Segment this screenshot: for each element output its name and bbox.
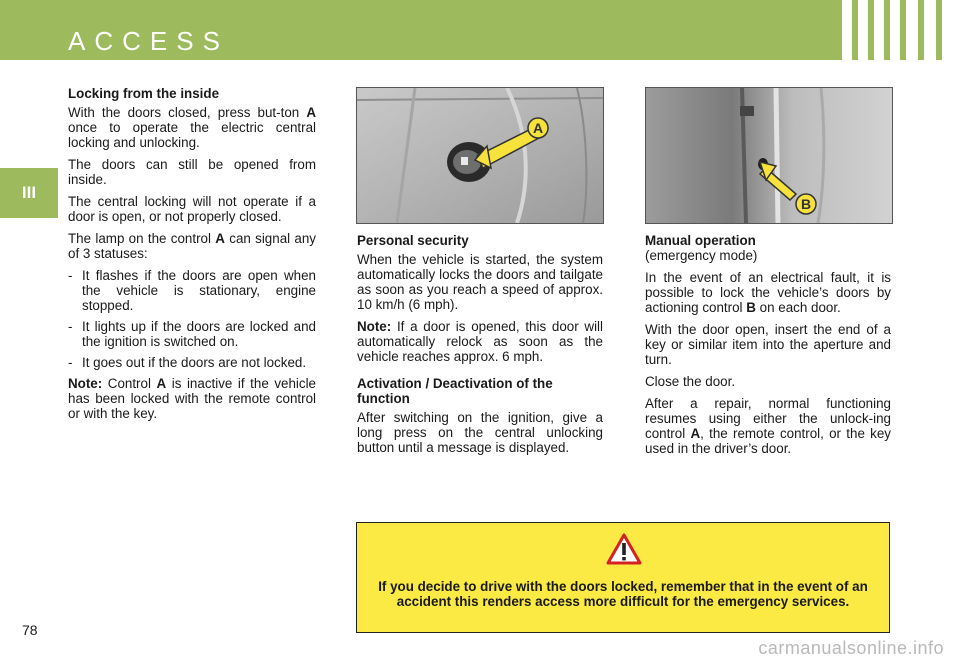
door-edge-illustration [646, 88, 892, 223]
chapter-tab: III [0, 168, 58, 218]
control-key-label: A [690, 426, 701, 441]
list-item: - It flashes if the doors are open when the vehicle is stationary, engine stopped. [68, 268, 316, 313]
control-key-label: A [215, 231, 225, 246]
warning-text: If you decide to drive with the doors locked, remember that in the event of an accident this renders access more difficult for the emergency services. [378, 579, 868, 609]
figure-control-b [645, 87, 893, 224]
note-paragraph: Note: Control A is inactive if the vehicle has been locked with the remote control or with the key. [68, 376, 317, 421]
subheading: (emergency mode) [645, 248, 758, 263]
note-paragraph: Note: If a door is opened, this door will automatically relock as soon as the vehicle reaches approx. 6 mph. [357, 319, 603, 364]
paragraph: With the door open, insert the end of a key or similar item into the aperture and turn. [645, 322, 891, 367]
control-key-label: A [306, 105, 316, 120]
warning-box [356, 522, 890, 633]
section-heading-locking: Locking from the inside [68, 86, 220, 101]
paragraph: When the vehicle is started, the system automatically locks the doors and tailgate as soon as you reach a speed of approx. 10 km/h (6 mph). [357, 252, 603, 312]
paragraph: The central locking will not operate if a door is open, or not properly closed. [68, 194, 316, 224]
page-title: ACCESS [68, 26, 229, 56]
list-item: - It goes out if the doors are not locked. [68, 355, 307, 370]
paragraph: The lamp on the control A can signal any of 3 statuses: [68, 231, 317, 261]
paragraph: In the event of an electrical fault, it is possible to lock the vehicle’s doors by actioning control B on each door. [645, 270, 891, 315]
section-heading-manual-operation: Manual operation [645, 233, 756, 248]
paragraph: After switching on the ignition, give a long press on the central unlocking button until a message is displayed. [357, 410, 603, 455]
paragraph: Close the door. [645, 374, 736, 389]
control-key-label: B [746, 300, 756, 315]
watermark: carmanualsonline.info [758, 638, 944, 658]
page-header [0, 0, 960, 60]
paragraph: After a repair, normal functioning resumes using either the unlock-ing control A, the remote control, or the key used in the driver’s door. [645, 396, 891, 456]
callout-label-a: A [532, 120, 544, 136]
middle-column [357, 233, 603, 462]
left-column [68, 86, 316, 428]
right-column [645, 233, 891, 463]
section-heading-personal-security: Personal security [357, 233, 469, 248]
paragraph: With the doors closed, press but-ton A once to operate the electric central locking and unlocking. [68, 105, 316, 150]
section-heading-activation: Activation / Deactivation of the function [357, 376, 553, 406]
paragraph: The doors can still be opened from inside. [68, 157, 316, 187]
door-panel-illustration [357, 88, 603, 223]
callout-label-b: B [800, 196, 812, 212]
list-item: - It lights up if the doors are locked and the ignition is switched on. [68, 319, 316, 349]
figure-control-a [356, 87, 604, 224]
page-number: 78 [22, 622, 38, 638]
warning-triangle-icon [606, 533, 642, 565]
lock-lamp-icon [461, 157, 468, 165]
